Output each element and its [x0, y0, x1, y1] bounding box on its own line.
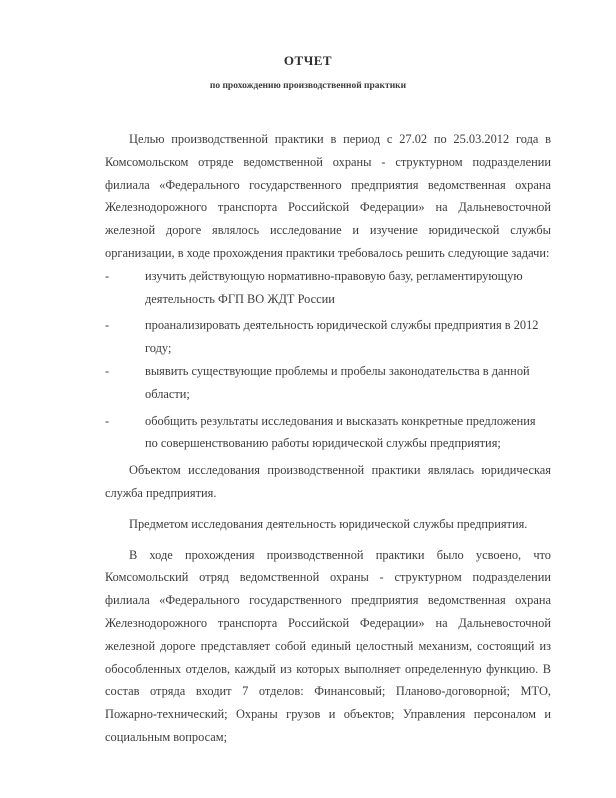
- dash-marker: -: [105, 413, 110, 428]
- subject-paragraph: Предметом исследования деятельность юридической службы предприятия.: [129, 516, 528, 531]
- task-item: [105, 265, 551, 311]
- task-item: [105, 360, 551, 406]
- conclusion-paragraph: В ходе прохождения производственной практики было усвоено, что Комсомольский отряд ведомственной охраны - структурном подразделении филиала «Федерального государственного предприятия ведомственная охрана Железнодорожного транспорта Российской Федерации» на Дальневосточной железной дороге представляет собой единый целостный механизм, состоящий из обособленных отделов, каждый из которых выполняет определенную функцию. В состав отряда входит 7 отделов: Финансовый; Планово-договорной; МТО, Пожарно-технический; Охраны грузов и объектов; Управления персоналом и социальным вопросам;: [105, 547, 551, 744]
- dash-marker: -: [105, 318, 110, 333]
- document-title: ОТЧЕТ: [283, 53, 333, 68]
- intro-paragraph: Целью производственной практики в период с 27.02 по 25.03.2012 года в Комсомольском отряде ведомственной охраны - структурном подразделении филиала «Федерального государственного предприятия ведомственная охрана Железнодорожного транспорта Российской Федерации» на Дальневосточной железной дороге являлось исследование и изучение юридической службы организации, в ходе прохождения практики требовалось решить следующие задачи:: [105, 132, 551, 260]
- dash-marker: -: [105, 268, 110, 283]
- task-item: [105, 314, 551, 360]
- task-text: обобщить результаты исследования и высказать конкретные предложения по совершенствованию работы юридической службы предприятия;: [145, 413, 536, 451]
- object-paragraph: Объектом исследования производственной практики являлась юридическая служба предприятия.: [105, 463, 551, 500]
- document-subtitle: по прохождению производственной практики: [209, 81, 407, 91]
- task-item: [105, 410, 551, 456]
- dash-marker: -: [105, 363, 110, 378]
- document-body: [105, 128, 551, 749]
- task-text: проанализировать деятельность юридической службы предприятия в 2012 году;: [145, 318, 539, 356]
- task-text: выявить существующие проблемы и пробелы законодательства в данной области;: [145, 363, 530, 401]
- task-text: изучить действующую нормативно-правовую базу, регламентирующую деятельность ФГП ВО ЖДТ России: [145, 268, 523, 306]
